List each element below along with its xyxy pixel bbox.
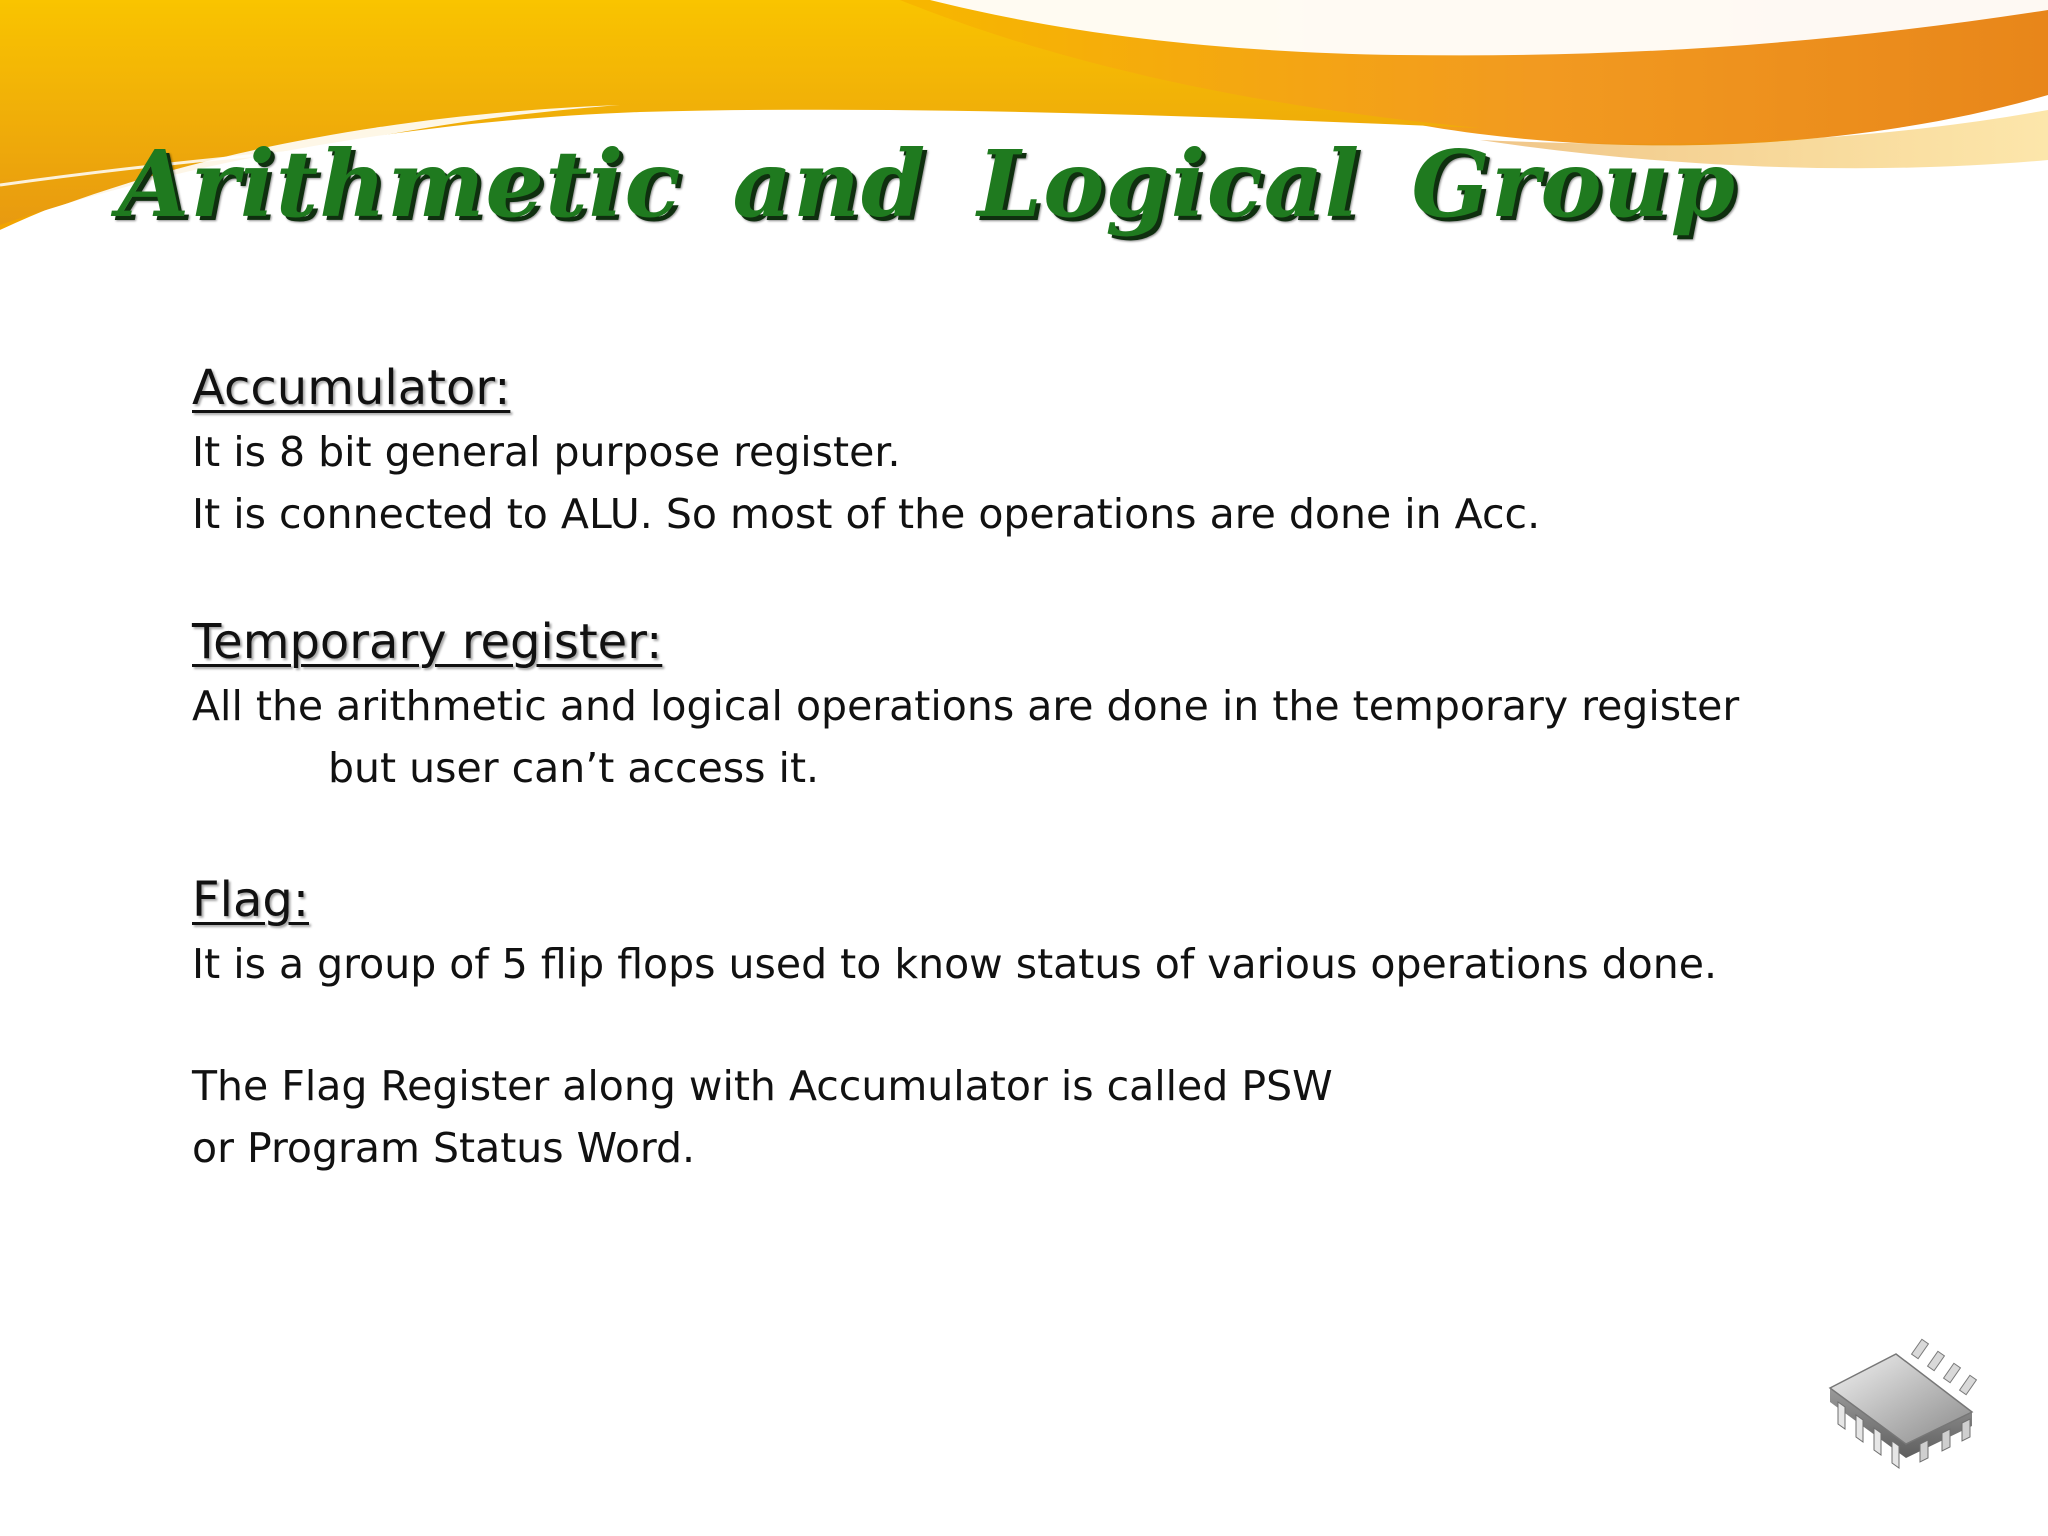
chip-icon [1820,1326,1990,1476]
psw-line-2: or Program Status Word. [192,1124,696,1172]
temporary-register-section [192,609,1892,799]
psw-line-1: The Flag Register along with Accumulator is called PSW [192,1062,1333,1110]
slide-content [192,355,1892,1179]
accumulator-section [192,355,1892,545]
flag-heading: Flag: [192,872,309,928]
flag-section [192,867,1892,995]
accumulator-heading: Accumulator: [192,360,511,416]
temporary-register-line-1: All the arithmetic and logical operations are done in the temporary register [192,682,1740,730]
slide-title: Arithmetic and Logical Group [118,130,1736,238]
temporary-register-line-2: but user can’t access it. [328,744,820,792]
accumulator-line-2: It is connected to ALU. So most of the operations are done in Acc. [192,490,1541,538]
temporary-register-heading: Temporary register: [192,614,663,670]
accumulator-line-1: It is 8 bit general purpose register. [192,428,901,476]
flag-line-1: It is a group of 5 flip flops used to know status of various operations done. [192,940,1717,988]
psw-section [192,1055,1892,1179]
